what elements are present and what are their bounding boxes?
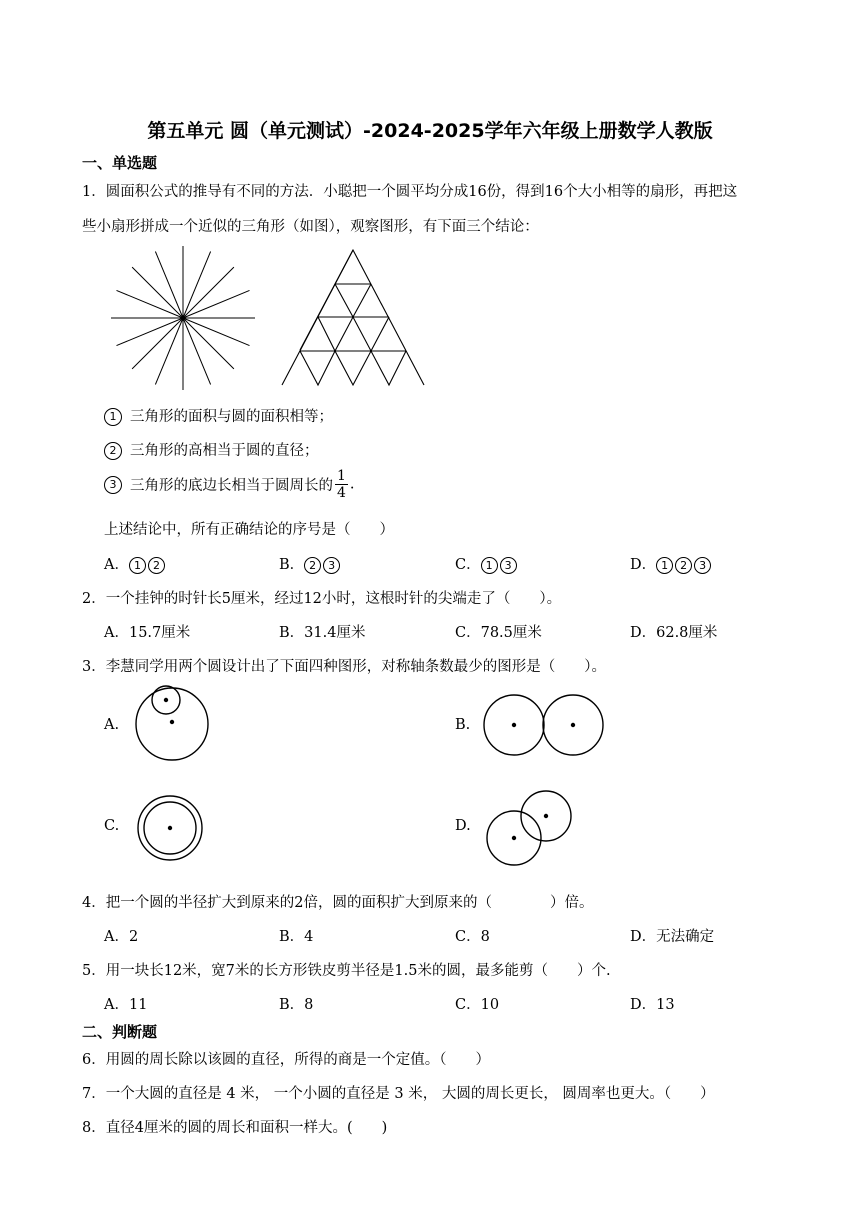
triangle-rearranged-sectors-figure (282, 248, 427, 388)
q4-option-c[interactable]: C．8 (455, 929, 490, 945)
question-8: 8．直径4厘米的圆的周长和面积一样大。( ) (82, 1120, 388, 1136)
question-5: 5．用一块长12米，宽7米的长方形铁皮剪半径是1.5米的圆，最多能剪（ ）个. (82, 963, 611, 979)
q4-option-a[interactable]: A．2 (104, 929, 139, 945)
q1-option-a-label: A． (104, 557, 129, 573)
question-6: 6．用圆的周长除以该圆的直径，所得的商是一个定值。（ ） (82, 1052, 490, 1068)
q1-option-c-value: 1 3 (481, 557, 519, 574)
conclusion-2 (104, 439, 319, 460)
q1-option-a[interactable] (104, 553, 167, 574)
q3-figure-a-nested-circles (132, 682, 212, 762)
q2-option-b[interactable]: B．31.4厘米 (279, 625, 366, 641)
q4-option-d[interactable]: D．无法确定 (630, 929, 715, 945)
q3-option-c-label[interactable]: C. (104, 818, 120, 834)
circle-sectors-figure (108, 248, 258, 388)
circled-number-2: 2 (104, 442, 122, 460)
q2-option-a[interactable]: A．15.7厘米 (104, 625, 191, 641)
q1-option-c-label: C． (455, 557, 481, 573)
q1-option-d-label: D． (630, 557, 657, 573)
sector-radius-line (183, 267, 234, 318)
sector-radius-line (132, 318, 183, 369)
question-2: 2．一个挂钟的时针长5厘米，经过12小时，这根时针的尖端走了（ ）。 (82, 591, 562, 607)
q5-option-b[interactable]: B．8 (279, 997, 314, 1013)
q5-option-c[interactable]: C．10 (455, 997, 500, 1013)
sector-radius-line (183, 318, 234, 369)
question-4: 4．把一个圆的半径扩大到原来的2倍，圆的面积扩大到原来的（ ）倍。 (82, 895, 594, 911)
fraction-numerator: 1 (337, 468, 346, 484)
q2-option-c[interactable]: C．78.5厘米 (455, 625, 542, 641)
question-7: 7．一个大圆的直径是 4 米， 一个小圆的直径是 3 米， 大圆的周长更长， 圆周率也更大。（ ） (82, 1086, 715, 1102)
q3-figure-d-intersecting-circles (484, 786, 576, 872)
section-heading-single-choice: 一、单选题 (82, 154, 158, 172)
conclusion-2-text: 三角形的高相当于圆的直径； (130, 443, 319, 459)
q1-option-c[interactable] (455, 553, 519, 574)
q1-option-d-value: 1 2 3 (656, 557, 713, 574)
fraction-denominator: 4 (337, 485, 346, 501)
page-title: 第五单元 圆（单元测试）-2024-2025学年六年级上册数学人教版 (147, 120, 713, 142)
q3-figure-b-tangent-circles (482, 692, 606, 756)
q1-option-b-value: 2 3 (304, 557, 342, 574)
q1-option-d[interactable] (630, 553, 713, 574)
conclusion-3 (104, 468, 355, 501)
q3-figure-c-concentric-circles (136, 794, 206, 864)
q2-option-d[interactable]: D．62.8厘米 (630, 625, 718, 641)
q1-option-a-value: 1 2 (129, 557, 167, 574)
question-3: 3．李慧同学用两个圆设计出了下面四种图形，对称轴条数最少的图形是（ ）。 (82, 659, 606, 675)
conclusion-1 (104, 405, 333, 426)
conclusion-1-text: 三角形的面积与圆的面积相等； (130, 409, 333, 425)
q3-option-a-label[interactable]: A. (104, 717, 120, 733)
circled-number-1: 1 (104, 408, 122, 426)
section-heading-true-false: 二、判断题 (82, 1023, 158, 1041)
q1-option-b[interactable] (279, 553, 342, 574)
question-1-line2: 些小扇形拼成一个近似的三角形（如图），观察图形，有下面三个结论： (82, 219, 539, 235)
q3-option-b-label[interactable]: B. (455, 717, 471, 733)
sector-radius-line (132, 267, 183, 318)
question-1-prompt: 上述结论中，所有正确结论的序号是（ ） (104, 522, 394, 538)
conclusion-3-end: . (349, 476, 355, 493)
q5-option-d[interactable]: D．13 (630, 997, 675, 1013)
q4-option-b[interactable]: B．4 (279, 929, 314, 945)
q5-option-a[interactable]: A．11 (104, 997, 148, 1013)
fraction-one-quarter (335, 468, 348, 501)
circled-number-3: 3 (104, 476, 122, 494)
conclusion-3-text: 三角形的底边长相当于圆周长的 (130, 478, 333, 494)
q1-option-b-label: B． (279, 557, 305, 573)
q3-option-d-label[interactable]: D. (455, 818, 471, 834)
question-1-line1: 1．圆面积公式的推导有不同的方法．小聪把一个圆平均分成16份，得到16个大小相等的扇形，再把这 (82, 184, 738, 200)
